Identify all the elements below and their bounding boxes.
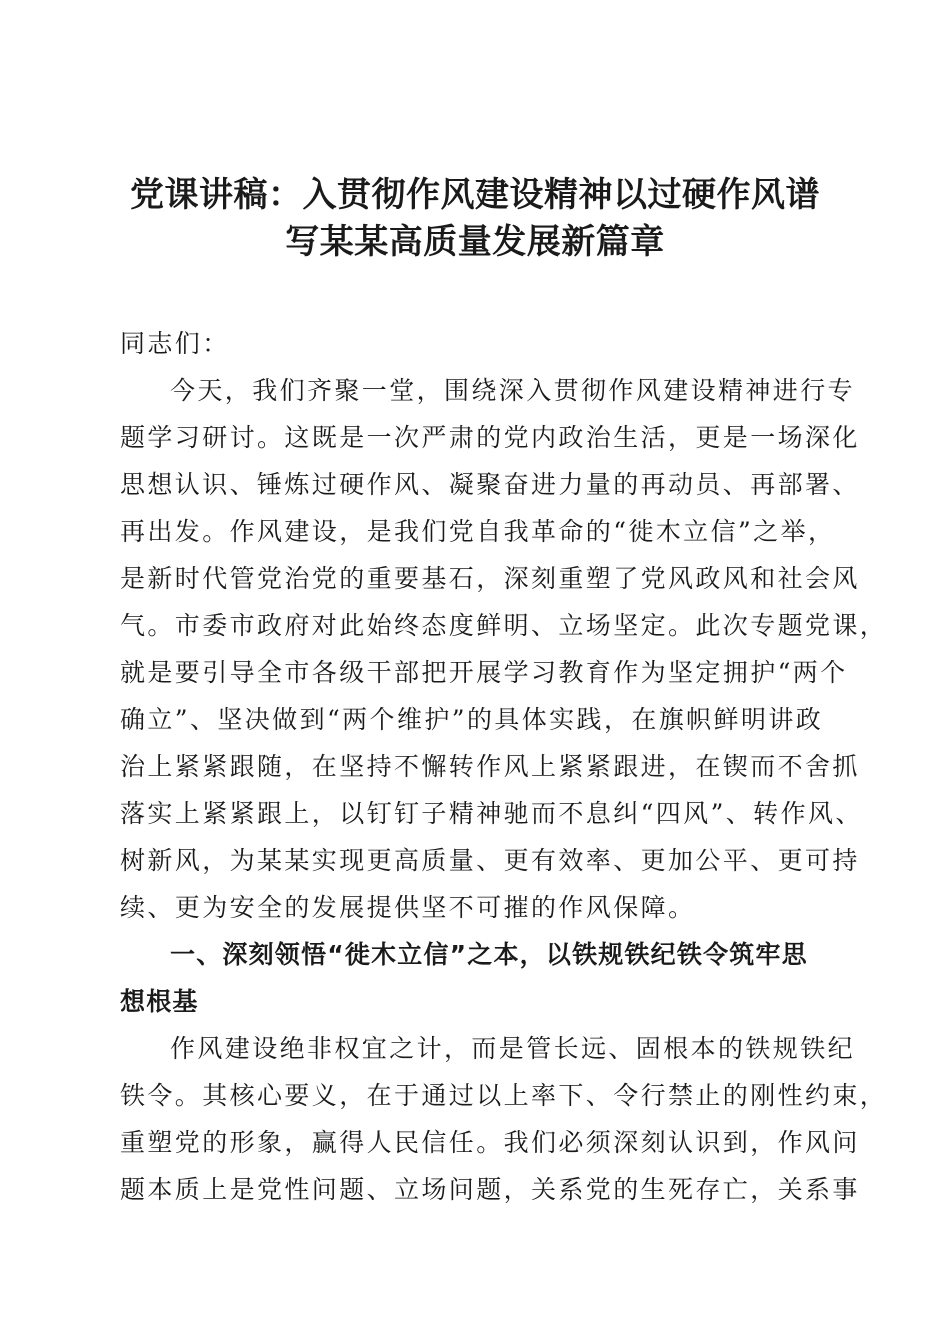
text-line: 题本质上是党性问题、立场问题，关系党的生死存亡，关系事 — [120, 1175, 860, 1204]
text-line: 气。市委市政府对此始终态度鲜明、立场坚定。此次专题党课， — [120, 611, 888, 640]
document-title — [100, 172, 850, 266]
text-line: 落实上紧紧跟上，以钉钉子精神驰而不息纠“四风”、转作风、 — [120, 799, 863, 828]
text-line: 树新风，为某某实现更高质量、更有效率、更加公平、更可持 — [120, 846, 860, 875]
title-line: 写某某高质量发展新篇章 — [285, 222, 665, 262]
text-line: 重塑党的形象，赢得人民信任。我们必须深刻认识到，作风问 — [120, 1128, 860, 1157]
text-line: 是新时代管党治党的重要基石，深刻重塑了党风政风和社会风 — [120, 564, 860, 593]
greeting: 同志们： — [120, 329, 230, 358]
title-line: 党课讲稿：入贯彻作风建设精神以过硬作风谱 — [130, 175, 820, 215]
text-line: 铁令。其核心要义，在于通过以上率下、令行禁止的刚性约束， — [120, 1081, 888, 1110]
text-line: 续、更为安全的发展提供坚不可摧的作风保障。 — [120, 893, 696, 922]
paragraph-intro — [120, 367, 888, 931]
paragraph-section-1 — [120, 1025, 888, 1213]
text-line: 题学习研讨。这既是一次严肃的党内政治生活，更是一场深化 — [120, 423, 860, 452]
text-line: 治上紧紧跟随，在坚持不懈转作风上紧紧跟进，在锲而不舍抓 — [120, 752, 860, 781]
heading-line: 一、深刻领悟“徙木立信”之本，以铁规铁纪铁令筑牢思 — [170, 940, 808, 969]
heading-line: 想根基 — [120, 987, 199, 1016]
section-heading — [120, 931, 832, 1025]
text-line: 确立”、坚决做到“两个维护”的具体实践，在旗帜鲜明讲政 — [120, 705, 824, 734]
text-line: 再出发。作风建设，是我们党自我革命的“徙木立信”之举， — [120, 517, 836, 546]
text-line: 思想认识、锤炼过硬作风、凝聚奋进力量的再动员、再部署、 — [120, 470, 860, 499]
text-line: 作风建设绝非权宜之计，而是管长远、固根本的铁规铁纪 — [170, 1034, 856, 1063]
document-body — [120, 320, 888, 1213]
text-line: 今天，我们齐聚一堂，围绕深入贯彻作风建设精神进行专 — [170, 376, 856, 405]
text-line: 就是要引导全市各级干部把开展学习教育作为坚定拥护“两个 — [120, 658, 848, 687]
